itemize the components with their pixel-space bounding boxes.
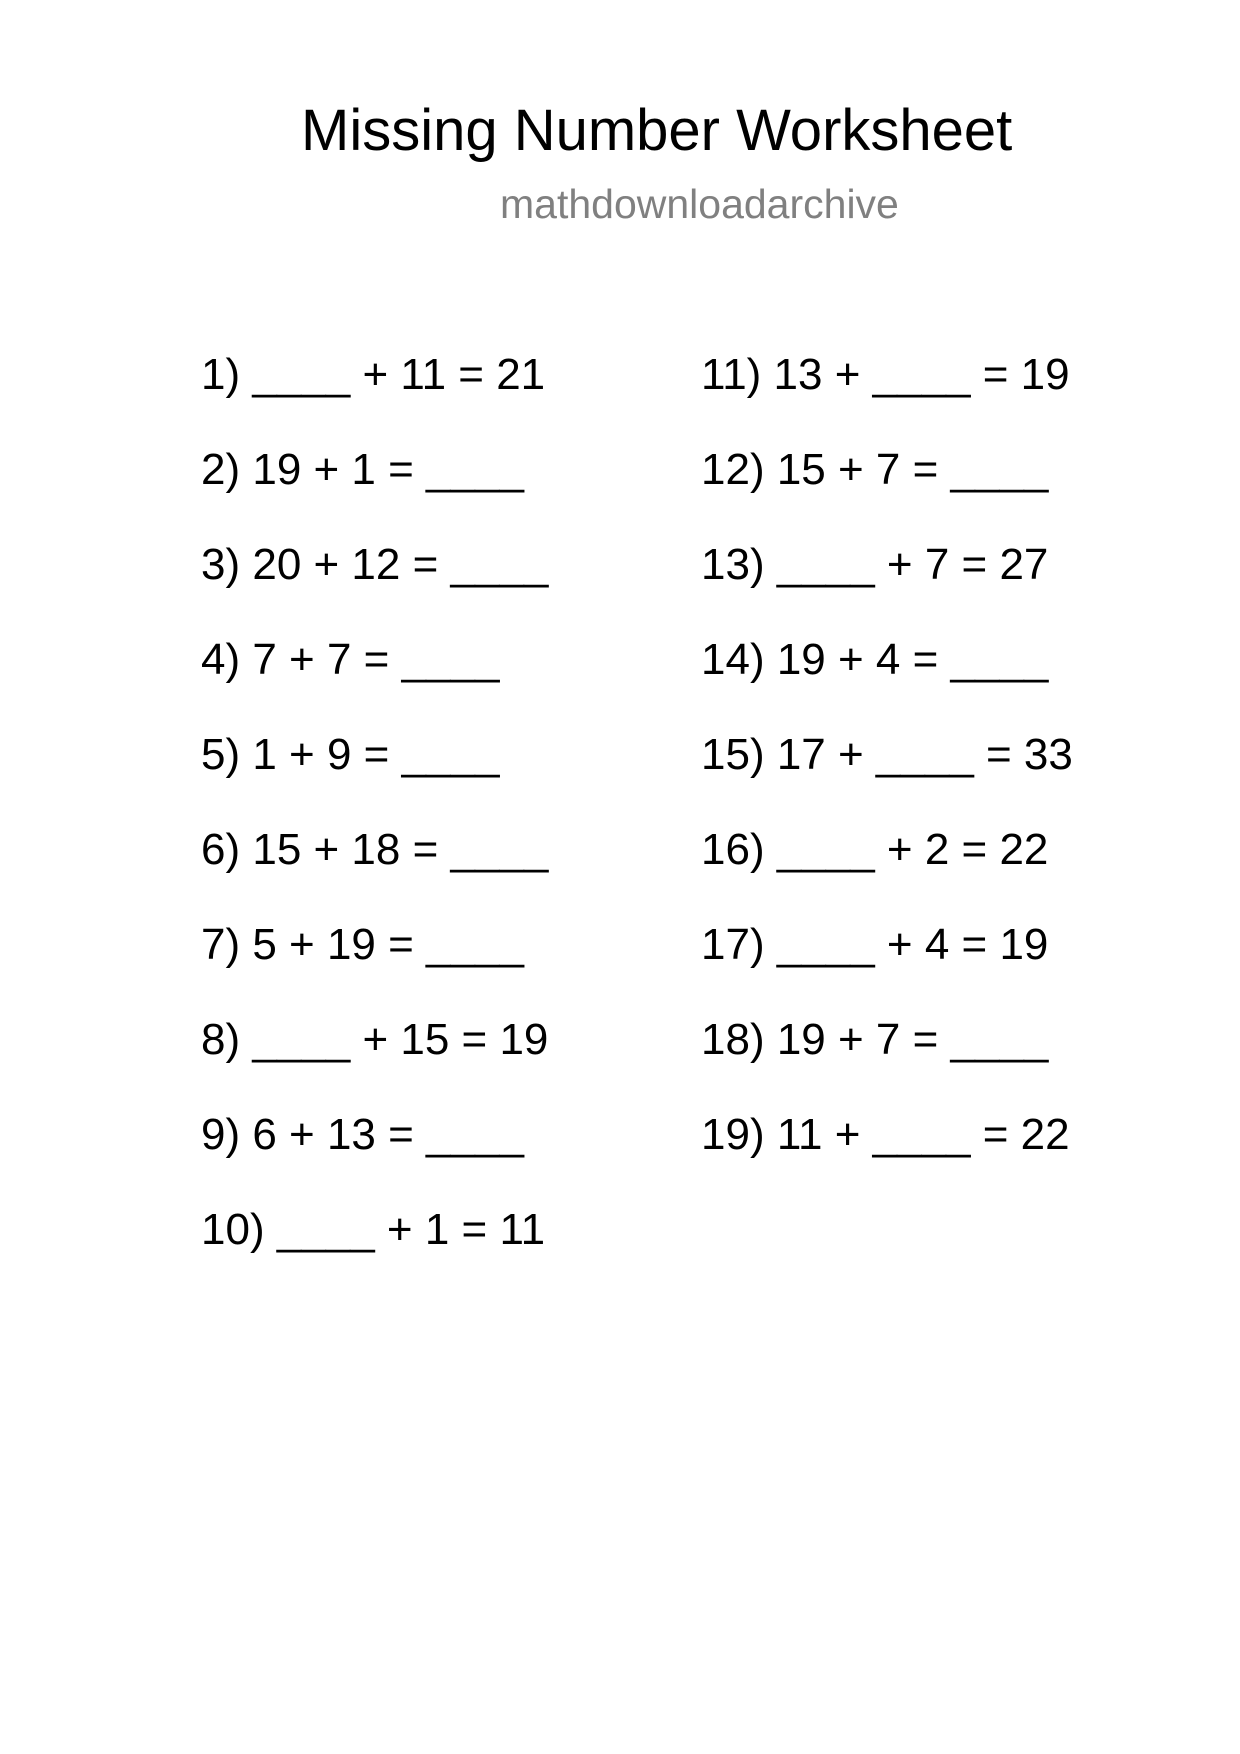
worksheet-subtitle: mathdownloadarchive bbox=[500, 181, 899, 227]
problem-item: 12) 15 + 7 = ____ bbox=[701, 445, 1049, 494]
problem-item: 19) 11 + ____ = 22 bbox=[701, 1110, 1070, 1159]
problem-item: 1) ____ + 11 = 21 bbox=[201, 350, 546, 399]
problem-item: 8) ____ + 15 = 19 bbox=[201, 1015, 549, 1064]
problem-item: 3) 20 + 12 = ____ bbox=[201, 540, 549, 589]
problem-item: 9) 6 + 13 = ____ bbox=[201, 1110, 524, 1159]
problem-item: 16) ____ + 2 = 22 bbox=[701, 825, 1049, 874]
problem-item: 5) 1 + 9 = ____ bbox=[201, 730, 500, 779]
problem-item: 10) ____ + 1 = 11 bbox=[201, 1205, 546, 1254]
problem-item: 18) 19 + 7 = ____ bbox=[701, 1015, 1049, 1064]
problem-item: 13) ____ + 7 = 27 bbox=[701, 540, 1049, 589]
problem-item: 15) 17 + ____ = 33 bbox=[701, 730, 1073, 779]
problem-item: 2) 19 + 1 = ____ bbox=[201, 445, 524, 494]
problem-item: 11) 13 + ____ = 19 bbox=[701, 350, 1070, 399]
worksheet-title: Missing Number Worksheet bbox=[301, 98, 1013, 163]
problem-item: 4) 7 + 7 = ____ bbox=[201, 635, 500, 684]
problem-item: 17) ____ + 4 = 19 bbox=[701, 920, 1049, 969]
problem-item: 14) 19 + 4 = ____ bbox=[701, 635, 1049, 684]
problem-item: 6) 15 + 18 = ____ bbox=[201, 825, 549, 874]
problem-item: 7) 5 + 19 = ____ bbox=[201, 920, 524, 969]
